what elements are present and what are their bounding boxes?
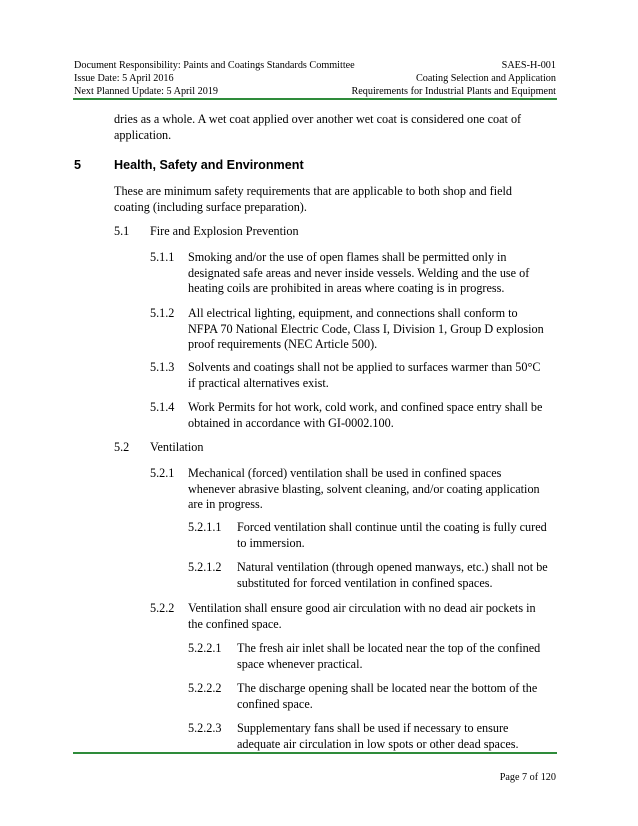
header-next-update: Next Planned Update: 5 April 2019 (74, 86, 219, 97)
section-5-1-number: 5.1 (114, 224, 130, 238)
item-5-1-2-number: 5.1.2 (150, 306, 175, 320)
section-5-2-number: 5.2 (114, 440, 130, 454)
item-5-2-2-1-text: The fresh air inlet shall be located near the top of the confined space whenever practical. (237, 641, 541, 671)
header-responsibility: Document Responsibility: Paints and Coatings Standards Committee (74, 60, 355, 71)
header-title-line2: Requirements for Industrial Plants and Equipment (351, 86, 556, 97)
header-issue-date: Issue Date: 5 April 2016 (74, 73, 174, 84)
item-5-2-1-number: 5.2.1 (150, 466, 175, 480)
item-5-1-2-text: All electrical lighting, equipment, and connections shall conform to NFPA 70 National Electric Code, Class I, Division 1, Group D explosion proof requirements (NEC Article 500). (188, 306, 544, 351)
item-5-1-3-text: Solvents and coatings shall not be applied to surfaces warmer than 50°C if practical alternatives exist. (188, 360, 541, 390)
header-title-line1: Coating Selection and Application (415, 73, 556, 84)
header-doc-number: SAES-H-001 (501, 60, 556, 71)
item-5-2-2-3-number: 5.2.2.3 (188, 721, 222, 735)
item-5-1-1-text: Smoking and/or the use of open flames shall be permitted only in designated safe areas and never inside vessels. Welding and the use of heating coils are prohibited in areas where coating is in progress. (188, 250, 530, 295)
section-5-2-title: Ventilation (150, 440, 204, 454)
page-header (74, 59, 556, 98)
item-5-2-1-1-number: 5.2.1.1 (188, 520, 222, 534)
item-5-2-1-text: Mechanical (forced) ventilation shall be used in confined spaces whenever abrasive blasting, solvent cleaning, and/or coating application are in progress. (188, 466, 540, 511)
item-5-2-2-number: 5.2.2 (150, 601, 175, 615)
item-5-2-2-2-number: 5.2.2.2 (188, 681, 222, 695)
item-5-2-1-1-text: Forced ventilation shall continue until the coating is fully cured to immersion. (237, 520, 547, 550)
section-5-number: 5 (74, 158, 82, 172)
item-5-1-3-number: 5.1.3 (150, 360, 175, 374)
item-5-1-4-text: Work Permits for hot work, cold work, and confined space entry shall be obtained in accordance with GI-0002.100. (188, 400, 543, 430)
item-5-1-4-number: 5.1.4 (150, 400, 175, 414)
item-5-2-2-text: Ventilation shall ensure good air circulation with no dead air pockets in the confined space. (188, 601, 536, 631)
item-5-1-1-number: 5.1.1 (150, 250, 175, 264)
header-rule (73, 98, 557, 100)
page-number: Page 7 of 120 (499, 772, 556, 783)
section-5-paragraph: These are minimum safety requirements that are applicable to both shop and field coating (including surface preparation). (114, 184, 512, 214)
item-5-2-2-2-text: The discharge opening shall be located near the bottom of the confined space. (237, 681, 538, 711)
footer-rule (73, 752, 557, 754)
section-5-1-title: Fire and Explosion Prevention (150, 224, 299, 238)
intro-paragraph: dries as a whole. A wet coat applied over another wet coat is considered one coat of application. (114, 112, 522, 142)
item-5-2-2-1-number: 5.2.2.1 (188, 641, 222, 655)
item-5-2-1-2-number: 5.2.1.2 (188, 560, 222, 574)
section-5-title: Health, Safety and Environment (114, 158, 304, 172)
item-5-2-1-2-text: Natural ventilation (through opened manways, etc.) shall not be substituted for forced ventilation in confined spaces. (237, 560, 548, 590)
item-5-2-2-3-text: Supplementary fans shall be used if necessary to ensure adequate air circulation in low spots or other dead spaces. (237, 721, 519, 751)
